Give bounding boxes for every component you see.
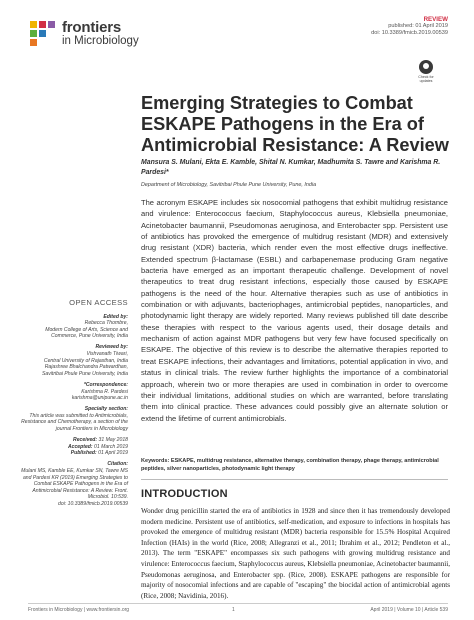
specialty-text: This article was submitted to Antimicrobials, Resistance and Chemotherapy, a section of the journal Frontiers in Microbiology	[21, 412, 128, 432]
citation-text: Mulani MS, Kamble EE, Kumkar SN, Tawre MS and Pardesi KR (2019) Emerging Strategies to Combat ESKAPE Pathogens in the Era of Antimicrobial Resistance: A Review. Front. Microbiol. 10:539.	[21, 467, 128, 501]
article-meta	[371, 16, 448, 38]
reviewer-name: Vishvanath Tiwari,	[86, 351, 128, 358]
reviewer-name: Rajashree Bhalchandra Patwardhan,	[44, 364, 128, 371]
footer-issue: April 2019 | Volume 10 | Article 539	[370, 607, 448, 613]
journal-logo[interactable]	[28, 18, 188, 50]
accepted-line: Accepted: 01 March 2019	[67, 443, 128, 450]
page-number: 1	[232, 607, 235, 613]
journal-name: in Microbiology	[62, 35, 139, 47]
crossmark-label: Check for updates	[418, 75, 434, 83]
published-line: published: 01 April 2019	[388, 23, 448, 30]
editor-affiliation: Modern College of Arts, Science and Commerce, Pune University, India	[45, 326, 128, 340]
citation-doi[interactable]: doi: 10.3389/fmicb.2019.00539	[58, 500, 128, 507]
reviewer-affiliation: Savitribai Phule Pune University, India	[42, 370, 128, 377]
author-list[interactable]: Mansura S. Mulani, Ekta E. Kamble, Shital N. Kumkar, Madhumita S. Tawre and Karishma R. Pardesi*	[141, 159, 441, 176]
footer-divider	[28, 603, 448, 604]
section-divider	[141, 479, 448, 480]
editor-name: Rebecca Thombre,	[84, 320, 128, 327]
reviewer-affiliation: Central University of Rajasthan, India	[43, 357, 128, 364]
reviewed-by-label: Reviewed by:	[95, 344, 128, 351]
article-title: Emerging Strategies to Combat ESKAPE Pathogens in the Era of Antimicrobial Resistance: A Review	[141, 93, 449, 155]
section-heading: INTRODUCTION	[141, 488, 228, 500]
doi-line[interactable]: doi: 10.3389/fmicb.2019.00539	[371, 30, 448, 37]
intro-paragraph: Wonder drug penicillin started the era of antibiotics in 1928 and since then it has tremendously developed modern medicine. Persistent use of antibiotics, self-medication, and exposure to infections in hospitals has provoked the emergence of multidrug resistant (MDR) bacteria responsible for 15.5% Hospital Acquired Infection (HAIs) in the world (Rice, 2008; Allegranzi et al., 2011; Ibrahim et al., 2012; Pendleton et al., 2013). The term "ESKAPE" encompasses six such pathogens with growing multidrug resistance and virulence: Enterococcus faecium, Staphylococcus aureus, Klebsiella pneumoniae, Acinetobacter baumannii, Pseudomonas aeruginosa, and Enterobacter spp. (Rice, 2008). ESKAPE pathogens are responsible for majority of nosocomial infections and are capable of "escaping" the biocidal action of antimicrobial agents (Rice, 2008; Navidinia, 2016).	[141, 507, 450, 600]
open-access-label: OPEN ACCESS	[69, 298, 128, 307]
frontiers-logo-icon	[28, 18, 58, 48]
published-date-line: Published: 01 April 2019	[70, 450, 128, 457]
keywords	[141, 457, 448, 473]
crossmark-badge[interactable]	[418, 60, 434, 82]
specialty-label: Specialty section:	[84, 406, 128, 413]
received-line: Received: 31 May 2018	[73, 437, 128, 444]
edited-by-label: Edited by:	[103, 313, 128, 320]
article-sidebar	[18, 300, 128, 508]
correspondence-label: *Correspondence:	[83, 381, 128, 388]
correspondence-name: Karishma R. Pardesi	[81, 388, 128, 395]
article-type: REVIEW	[423, 16, 448, 23]
correspondence-email[interactable]: karishma@unipune.ac.in	[71, 395, 128, 402]
crossmark-icon	[419, 60, 433, 74]
abstract: The acronym ESKAPE includes six nosocomial pathogens that exhibit multidrug resistance and virulence: Enterococcus faecium, Staphylococcus aureus, Klebsiella pneumoniae, Acinetobacter baumannii, Pseudomonas aeruginosa, and Enterobacter spp. Persistent use of antibiotics has provoked the emergence of multidrug resistant (MDR) and extensively drug resistant (XDR) bacteria, which render even the most effective drugs ineffective. Extended spectrum β-lactamase (ESBL) and carbapenemase producing Gram negative bacteria have emerged as an important therapeutic challenge. Development of novel therapeutics to treat drug resistant infections, especially those caused by ESKAPE pathogens is the need of the hour. Alternative therapies such as use of antibiotics in combination or with adjuvants, bacteriophages, antimicrobial peptides, nanoparticles, and photodynamic light therapy are widely reported. Many reviews published till date describe these therapies with respect to the various agents used, their dosage details and mechanism of action against MDR pathogens but very few have focused specifically on ESKAPE. The objective of this review is to describe the alternative therapies reported to treat ESKAPE infections, their advantages and limitations, potential application in vivo, and status in clinical trials. The review further highlights the importance of a combinatorial approach, wherein two or more therapies are used in combination in order to overcome their individual limitations, additional studies on which are warranted, before translating them into clinical practice. These advances could possibly give an alternate solution or extend the lifetime of current antimicrobials.	[141, 198, 448, 423]
citation-label: Citation:	[107, 461, 128, 468]
brand-name: frontiers	[62, 19, 122, 36]
keywords-label: Keywords:	[141, 458, 170, 464]
affiliation: Department of Microbiology, Savitribai Phule Pune University, Pune, India	[141, 182, 317, 188]
keywords-text: ESKAPE, multidrug resistance, alternative therapy, combination therapy, phage therapy, antimicrobial peptides, silver nanoparticles, photodynamic light therapy	[141, 458, 439, 472]
footer-journal[interactable]: Frontiers in Microbiology | www.frontiersin.org	[28, 607, 130, 613]
